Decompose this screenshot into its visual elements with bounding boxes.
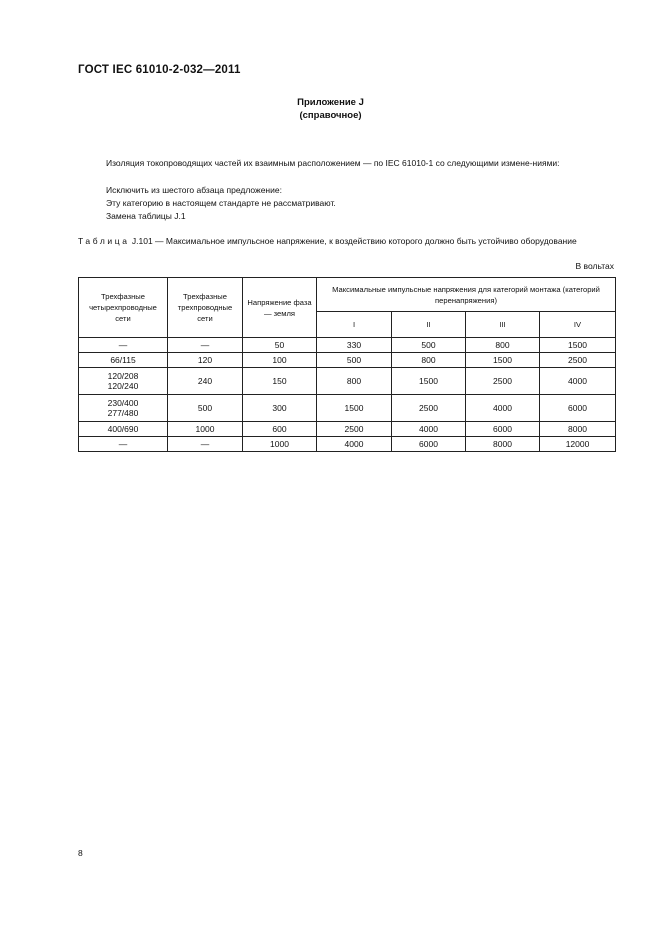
table-cell-line: 500: [197, 403, 213, 413]
table-cell-line: 1500: [344, 403, 364, 413]
table-cell-line: 4000: [419, 424, 438, 434]
annex-subtitle: (справочное): [299, 110, 362, 121]
table-cell: [243, 368, 317, 395]
table-cell-line: 50: [274, 340, 285, 350]
table-cell: [466, 395, 540, 422]
table-caption: [78, 235, 615, 247]
table-cell: [79, 437, 168, 452]
table-cell-line: 4000: [344, 439, 364, 449]
table-cell-line: 600: [272, 424, 287, 434]
table-cell: [168, 338, 243, 353]
table-units: В вольтах: [575, 261, 614, 271]
header-category-iii: III: [466, 312, 540, 338]
table-cell-line: 4000: [493, 403, 512, 413]
table-cell-line: —: [200, 340, 210, 350]
table-cell-line: 2500: [344, 424, 364, 434]
table-row: [79, 353, 616, 368]
table-cell: [392, 353, 466, 368]
table-cell: [392, 437, 466, 452]
table-cell-line: 2500: [493, 376, 512, 386]
table-cell: [317, 437, 392, 452]
table-cell: [466, 437, 540, 452]
header-three-wire: Трехфазные трехпроводные сети: [168, 278, 243, 338]
table-cell-line: 330: [346, 340, 362, 350]
table-cell-line: 2500: [568, 355, 587, 365]
table-cell-line: 100: [272, 355, 287, 365]
table-cell: [168, 437, 243, 452]
table-row: [79, 395, 616, 422]
table-cell-line: 1500: [493, 355, 512, 365]
table-cell-line: 1500: [568, 340, 587, 350]
table-cell-line: 500: [421, 340, 436, 350]
table-cell: [168, 353, 243, 368]
table-cell-line: 6000: [493, 424, 512, 434]
table-cell: [317, 422, 392, 437]
table-cell: [79, 395, 168, 422]
table-cell-line: 1500: [419, 376, 438, 386]
table-cell: [317, 353, 392, 368]
table-body: [79, 338, 616, 452]
table-cell: [317, 368, 392, 395]
table-cell-line: 277/480: [107, 408, 139, 418]
table-cell-line: 800: [495, 340, 510, 350]
annex-heading: [0, 96, 661, 122]
table-cell: [466, 338, 540, 353]
table-cell: [540, 338, 616, 353]
table-cell: [540, 353, 616, 368]
header-category-i: I: [317, 312, 392, 338]
table-cell-line: 120/208: [107, 371, 139, 381]
table-cell: [243, 338, 317, 353]
table-cell-line: —: [118, 439, 128, 449]
header-category-iv: IV: [540, 312, 616, 338]
table-cell: [392, 368, 466, 395]
header-category-ii: II: [392, 312, 466, 338]
table-cell: [466, 353, 540, 368]
table-cell-line: 6000: [419, 439, 438, 449]
table-row: [79, 437, 616, 452]
table-cell: [540, 437, 616, 452]
table-cell: [243, 395, 317, 422]
table-cell: [243, 422, 317, 437]
table-cell-line: 240: [197, 376, 213, 386]
table-row: [79, 422, 616, 437]
table-cell-line: 400/690: [107, 424, 139, 434]
table-cell: [466, 368, 540, 395]
table-cell-line: 1000: [270, 439, 289, 449]
table-cell: [317, 395, 392, 422]
table-cell: [79, 353, 168, 368]
table-cell-line: 4000: [568, 376, 587, 386]
table-cell: [392, 395, 466, 422]
table-cell-line: 230/400: [107, 398, 139, 408]
table-cell-line: 8000: [568, 424, 587, 434]
table-cell: [317, 338, 392, 353]
exclude-paragraph: Исключить из шестого абзаца предложение:: [106, 185, 282, 195]
table-header-row: [79, 278, 616, 312]
table-cell-line: —: [118, 340, 128, 350]
table-cell: [168, 368, 243, 395]
table-cell: [168, 422, 243, 437]
table-cell: [243, 353, 317, 368]
table-cell-line: 1000: [195, 424, 215, 434]
table-cell-line: 300: [272, 403, 287, 413]
table-caption-text: J.101 — Максимальное импульсное напряжение, к воздействию которого должно быть устойчиво оборудование: [131, 236, 577, 246]
table-cell: [79, 368, 168, 395]
table-cell: [540, 422, 616, 437]
table-cell-line: 2500: [419, 403, 438, 413]
header-phase-earth: Напряжение фаза — земля: [243, 278, 317, 338]
category-paragraph: Эту категорию в настоящем стандарте не рассматривают.: [106, 198, 336, 208]
table-cell-line: 66/115: [110, 355, 136, 365]
intro-paragraph: Изоляция токопроводящих частей их взаимным расположением — по IEC 61010-1 со следующими измене-ниями:: [106, 158, 560, 168]
table-cell: [168, 395, 243, 422]
table-cell-line: 800: [421, 355, 436, 365]
table-cell: [540, 368, 616, 395]
impulse-voltage-table: [78, 277, 616, 452]
table-cell: [540, 395, 616, 422]
table-cell-line: 500: [346, 355, 362, 365]
table-cell-line: 8000: [493, 439, 512, 449]
table-cell-line: —: [200, 439, 210, 449]
header-max-impulse: Максимальные импульсные напряжения для категорий монтажа (категорий перенапряжения): [317, 278, 616, 312]
table-caption-label: Таблица: [78, 236, 130, 246]
table-cell: [392, 338, 466, 353]
table-cell: [79, 338, 168, 353]
page-number: 8: [78, 848, 83, 858]
table-row: [79, 368, 616, 395]
table-cell-line: 120/240: [107, 381, 139, 391]
table-cell: [243, 437, 317, 452]
table-cell-line: 800: [346, 376, 362, 386]
header-four-wire: Трехфазные четырехпроводные сети: [79, 278, 168, 338]
table-cell: [392, 422, 466, 437]
table-cell: [466, 422, 540, 437]
table-cell-line: 150: [272, 376, 287, 386]
replace-paragraph: Замена таблицы J.1: [106, 211, 186, 221]
annex-title: Приложение J: [297, 97, 364, 108]
table-cell-line: 12000: [565, 439, 590, 449]
table-row: [79, 338, 616, 353]
table-cell-line: 120: [197, 355, 213, 365]
table-cell: [79, 422, 168, 437]
table-cell-line: 6000: [568, 403, 587, 413]
standard-header: ГОСТ IEC 61010-2-032—2011: [78, 64, 241, 76]
